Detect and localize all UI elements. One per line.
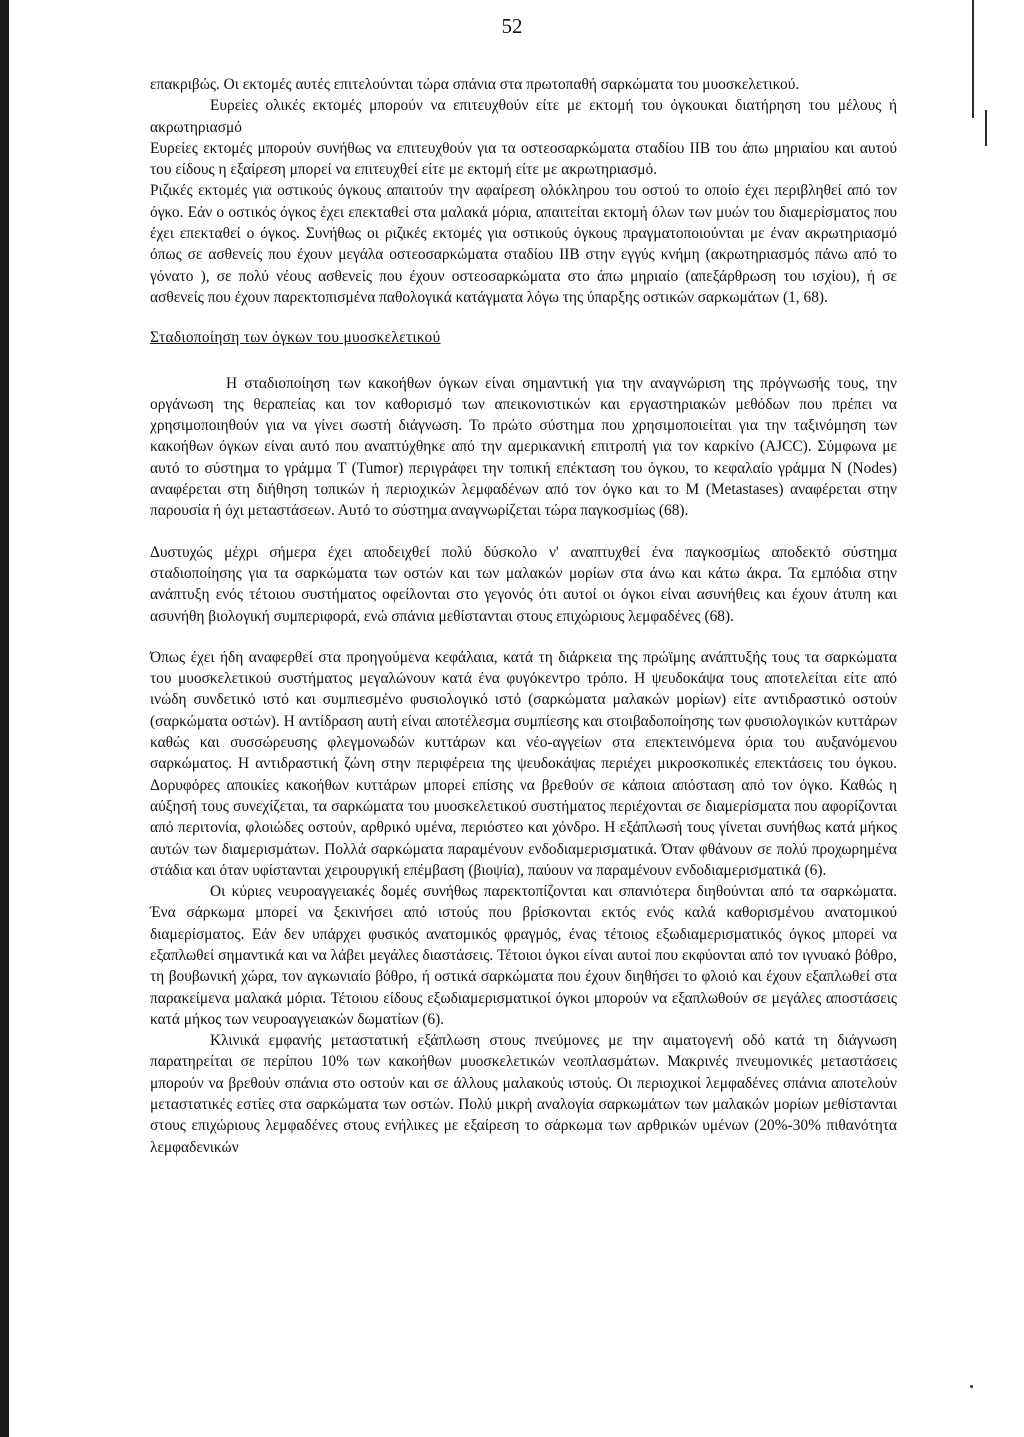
scan-margin-mark bbox=[985, 110, 987, 146]
document-body bbox=[150, 74, 897, 1158]
section-heading: Σταδιοποίηση των όγκων του μυοσκελετικού bbox=[150, 329, 441, 347]
scan-edge bbox=[0, 0, 9, 1437]
paragraph-wide-excisions: Ευρείες ολικές εκτομές μπορούν να επιτευχθούν είτε με εκτομή του όγκουκαι διατήρηση του μέλους ή ακρωτηριασμό bbox=[150, 97, 897, 136]
paragraph-osteosarcoma-excisions: Ευρείες εκτομές μπορούν συνήθως να επιτευχθούν για τα οστεοσαρκώματα σταδίου IIB του άπω μηριαίου και αυτού του είδους η εξαίρεση μπορεί να επιτευχθεί είτε με εκτομή είτε με ακρωτηριασμό. bbox=[150, 139, 897, 179]
page-number: 52 bbox=[501, 14, 523, 38]
paragraph-continuation: επακριβώς. Οι εκτομές αυτές επιτελούνται τώρα σπάνια στα πρωτοπαθή σαρκώματα του μυοσκελετικού. bbox=[150, 76, 800, 93]
paragraph-staging-difficulty: Δυστυχώς μέχρι σήμερα έχει αποδειχθεί πολύ δύσκολο ν' αναπτυχθεί ένα παγκοσμίως αποδεκτό σύστημα σταδιοποίησης για τα σαρκώματα των οστών και των μαλακών μορίων στα άνω και κάτω άκρα. Τα εμπόδια στην ανάπτυξη ενός τέτοιου συστήματος οφείλονται στο γεγονός ότι αυτοί οι όγκοι είναι ασυνήθεις και έχουν άτυπη και ασυνήθη βιολογική συμπεριφορά, ενώ σπάνια μεθίστανται στους επιχώριους λεμφαδένες (68). bbox=[150, 543, 897, 625]
paragraph-staging-ajcc: Η σταδιοποίηση των κακοήθων όγκων είναι σημαντική για την αναγνώριση της πρόγνωσής τους, την οργάνωση της θεραπείας και τον καθορισμό των απεικονιστικών και εργαστηριακών μεθόδων που πρέπει να χρησιμοποιηθούν για να γίνει σωστή διάγνωση. Το πρώτο σύστημα που χρησιμοποιείται για την ταξινόμηση των κακοήθων όγκων είναι αυτό που αναπτύχθηκε από την αμερικανική επιτροπή για τον καρκίνο (AJCC). Σύμφωνα με αυτό το σύστημα το γράμμα T (Tumor) περιγράφει την τοπική επέκταση του όγκου, το κεφαλαίο γράμμα N (Nodes) αναφέρεται στη διήθηση τοπικών ή περιοχικών λεμφαδένων από τον όγκο και το M (Metastases) αναφέρεται στην παρουσία ή όχι μεταστάσεων. Αυτό το σύστημα αναγνωρίζεται τώρα παγκοσμίως (68). bbox=[150, 374, 897, 520]
paragraph-sarcoma-growth: Όπως έχει ήδη αναφερθεί στα προηγούμενα κεφάλαια, κατά τη διάρκεια της πρώϊμης ανάπτυξής τους τα σαρκώματα του μυοσκελετικού συστήματος μεγαλώνουν κατά ένα φυγόκεντρο τρόπο. Η ψευδοκάψα τους αποτελείται είτε από ινώδη συνδετικό ιστό και συμπιεσμένο φυσιολογικό ιστό (σαρκώματα μαλακών μορίων) είτε αντιδραστικό οστούν (σαρκώματα οστών). Η αντίδραση αυτή είναι αποτέλεσμα συμπίεσης και στοιβαδοποίησης των φυσιολογικών κυττάρων καθώς και συσσώρευσης φλεγμονωδών κυττάρων και νέο-αγγείων στα επεκτεινόμενα όρια του αυξανόμενου σαρκώματος. Η αντιδραστική ζώνη στην περιφέρεια της ψευδοκάψας περιέχει μικροσκοπικές επεκτάσεις του όγκου. Δορυφόρες αποικίες κακοήθων κυττάρων μπορεί επίσης να βρεθούν σε κάποια απόσταση από τον όγκο. Καθώς η αύξησή τους συνεχίζεται, τα σαρκώματα του μυοσκελετικού συστήματος περιέχονται σε διαμερίσματα που αφορίζονται από περιτονία, φλοιώδες οστούν, αρθρικό υμένα, περιόστεο και χόνδρο. Η εξάπλωσή τους γίνεται συνήθως κατά μήκος αυτών των διαμερισμάτων. Πολλά σαρκώματα παραμένουν ενδοδιαμερισματικά. Όταν φθάνουν σε πολύ προχωρημένα στάδια και όταν υφίστανται χειρουργική επέμβαση (βιοψία), παύουν να παραμένουν ενδοδιαμερισματικά (6). bbox=[150, 648, 897, 879]
paragraph-neurovascular: Οι κύριες νευροαγγειακές δομές συνήθως παρεκτοπίζονται και σπανιότερα διηθούνται από τα σαρκώματα. Ένα σάρκωμα μπορεί να ξεκινήσει από ιστούς που βρίσκονται εκτός ενός καλά καθορισμένου ανατομικού διαμερίσματος. Εάν δεν υπάρχει φυσικός ανατομικός φραγμός, ένας τέτοιος εξωδιαμερισματικός όγκος μπορεί να εξαπλωθεί σημαντικά και να λάβει μεγάλες διαστάσεις. Τέτοιοι όγκοι είναι αυτοί που εκφύονται από τον ιγνυακό βόθρο, τη βουβωνική χώρα, τον αγκωνιαίο βόθρο, ή οστικά σαρκώματα που έχουν διηθήσει το φλοιό και έχουν εξαπλωθεί στα παρακείμενα μαλακά μόρια. Τέτοιου είδους εξωδιαμερισματικοί όγκοι μπορούν να εξαπλωθούν σε μεγάλες αποστάσεις κατά μήκος των νευροαγγειακών δωματίων (6). bbox=[150, 883, 897, 1028]
paragraph-metastases: Κλινικά εμφανής μεταστατική εξάπλωση στους πνεύμονες με την αιματογενή οδό κατά τη διάγνωση παρατηρείται σε περίπου 10% των κακοήθων μυοσκελετικών νεοπλασμάτων. Μακρινές πνευμονικές μεταστάσεις μπορούν να βρεθούν σπάνια στο οστούν και σε άλλους μαλακούς ιστούς. Οι περιοχικοί λεμφαδένες σπάνια αποτελούν μεταστατικές εστίες στα σαρκώματα των οστών. Πολύ μικρή αναλογία σαρκωμάτων των μαλακών μορίων μεθίστανται στους επιχώριους λεμφαδένες στους ενήλικες με εξαίρεση το σάρκωμα των αρθρικών υμένων (20%-30% πιθανότητα λεμφαδενικών bbox=[150, 1032, 897, 1156]
paragraph-radical-excisions: Ριζικές εκτομές για οστικούς όγκους απαιτούν την αφαίρεση ολόκληρου του οστού το οποίο έχει περιβληθεί από τον όγκο. Εάν ο οστικός όγκος έχει επεκταθεί στα μαλακά μόρια, απαιτείται εκτομή όλων των μυών του διαμερίσματος που έχει επεκταθεί ο όγκος. Συνήθως οι ριζικές εκτομές για οστικούς όγκους πραγματοποιούνται με έναν ακρωτηριασμό όπως σε ασθενείς που έχουν μεγάλα οστεοσαρκώματα σταδίου IIB στην εγγύς κνήμη (ακρωτηριασμός πάνω από το γόνατο ), σε πολύ νέους ασθενείς που έχουν οστεοσαρκώματα στο άπω μηριαίο (απεξάρθρωση του ισχίου), ή σε ασθενείς που έχουν παρεκτοπισμένα παθολογικά κατάγματα λόγω της ύπαρξης οστικών σαρκωμάτων (1, 68). bbox=[150, 182, 897, 306]
scan-speck bbox=[970, 1385, 973, 1388]
